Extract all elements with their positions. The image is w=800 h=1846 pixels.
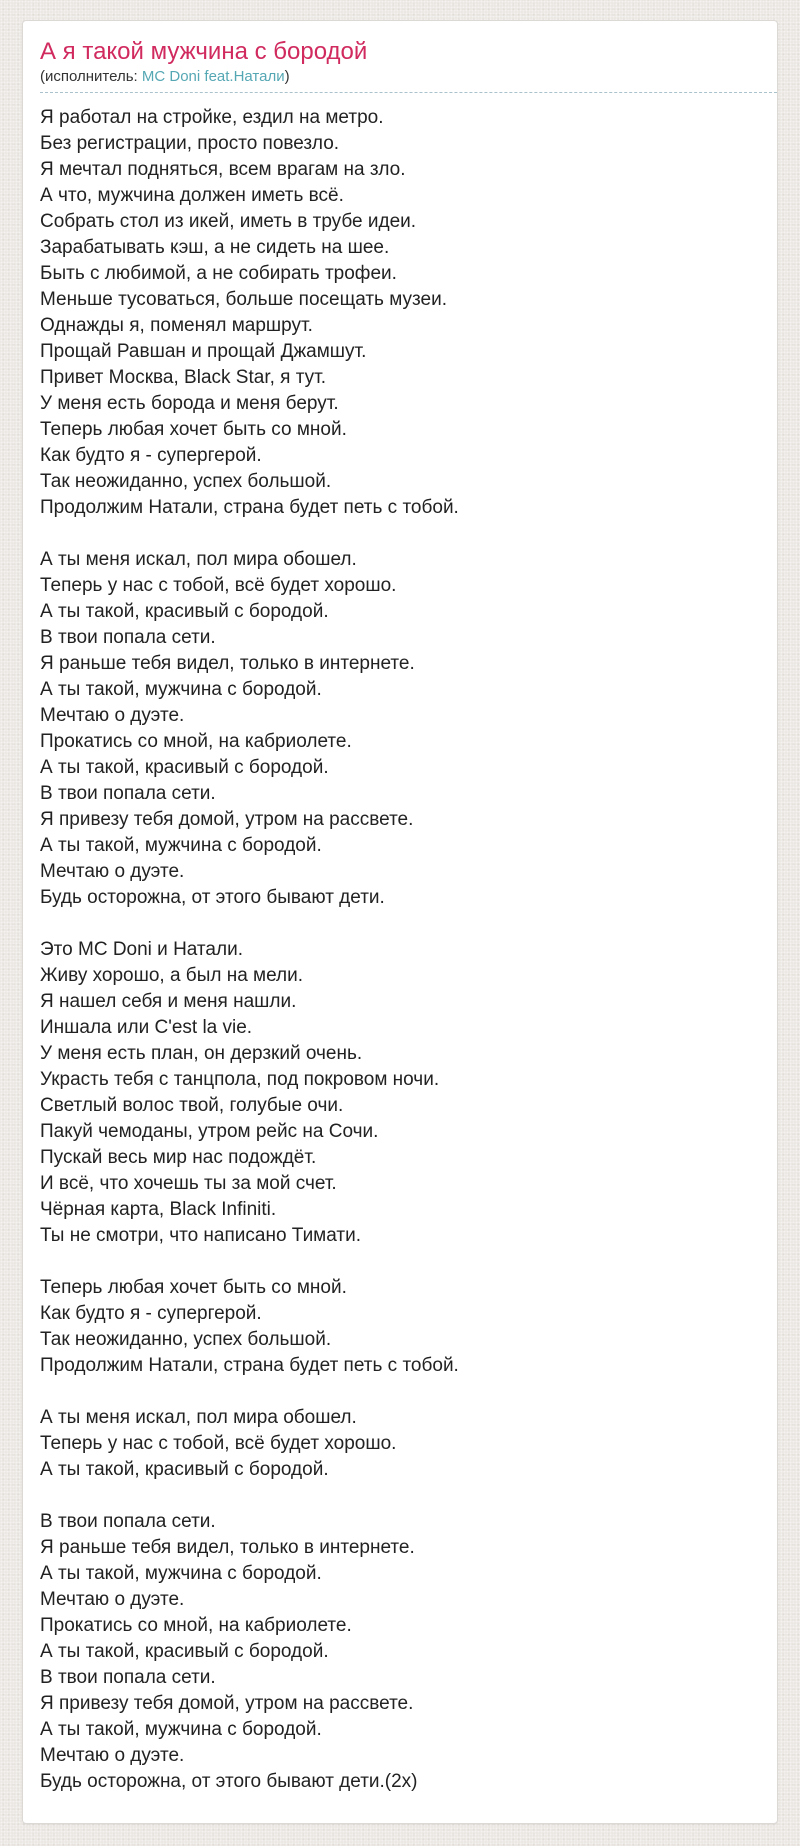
lyric-line: Без регистрации, просто повезло.	[40, 133, 340, 154]
lyric-line: Так неожиданно, успех большой.	[40, 471, 332, 492]
stanza	[40, 1275, 777, 1379]
lyric-line: Прощай Равшан и прощай Джамшут.	[40, 341, 367, 362]
lyric-line: Я мечтал подняться, всем врагам на зло.	[40, 159, 406, 180]
lyric-line: Я привезу тебя домой, утром на рассвете.	[40, 1693, 414, 1714]
lyric-line: Я нашел себя и меня нашли.	[40, 991, 297, 1012]
lyric-line: А ты меня искал, пол мира обошел.	[40, 1407, 357, 1428]
lyric-line: Пакуй чемоданы, утром рейс на Сочи.	[40, 1121, 379, 1142]
lyric-line: А ты такой, мужчина с бородой.	[40, 679, 322, 700]
lyric-line: В твои попала сети.	[40, 783, 216, 804]
lyric-line: В твои попала сети.	[40, 1511, 216, 1532]
lyric-line: Пускай весь мир нас подождёт.	[40, 1147, 317, 1168]
lyric-line: А что, мужчина должен иметь всё.	[40, 185, 344, 206]
lyric-line: А ты меня искал, пол мира обошел.	[40, 549, 357, 570]
lyric-line: А ты такой, мужчина с бородой.	[40, 1563, 322, 1584]
lyric-line: Мечтаю о дуэте.	[40, 705, 185, 726]
lyric-line: Привет Москва, Black Star, я тут.	[40, 367, 327, 388]
lyric-line: А ты такой, красивый с бородой.	[40, 757, 329, 778]
artist-line	[40, 67, 777, 87]
lyric-line: А ты такой, красивый с бородой.	[40, 601, 329, 622]
lyric-line: Теперь у нас с тобой, всё будет хорошо.	[40, 1433, 397, 1454]
lyric-line: А ты такой, мужчина с бородой.	[40, 835, 322, 856]
lyric-line: Теперь у нас с тобой, всё будет хорошо.	[40, 575, 397, 596]
lyric-line: Однажды я, поменял маршрут.	[40, 315, 313, 336]
lyric-line: Чёрная карта, Black Infiniti.	[40, 1199, 277, 1220]
lyric-line: Я раньше тебя видел, только в интернете.	[40, 653, 415, 674]
stanza	[40, 1405, 777, 1483]
lyric-line: И всё, что хочешь ты за мой счет.	[40, 1173, 337, 1194]
lyric-line: А ты такой, мужчина с бородой.	[40, 1719, 322, 1740]
stanza	[40, 105, 777, 521]
lyric-line: Будь осторожна, от этого бывают дети.(2х)	[40, 1771, 418, 1792]
lyric-line: Как будто я - супергерой.	[40, 445, 262, 466]
song-header	[40, 37, 777, 93]
lyric-line: Теперь любая хочет быть со мной.	[40, 419, 347, 440]
song-title: А я такой мужчина с бородой	[40, 38, 368, 65]
lyric-line: Так неожиданно, успех большой.	[40, 1329, 332, 1350]
lyric-line: У меня есть план, он дерзкий очень.	[40, 1043, 363, 1064]
lyric-line: В твои попала сети.	[40, 1667, 216, 1688]
lyric-line: Быть с любимой, а не собирать трофеи.	[40, 263, 397, 284]
lyric-line: Прокатись со мной, на кабриолете.	[40, 1615, 352, 1636]
stanza	[40, 1509, 777, 1795]
lyric-line: А ты такой, красивый с бородой.	[40, 1641, 329, 1662]
lyric-line: Зарабатывать кэш, а не сидеть на шее.	[40, 237, 390, 258]
artist-link[interactable]: MC Doni feat.Натали	[141, 68, 285, 85]
lyric-line: Живу хорошо, а был на мели.	[40, 965, 304, 986]
artist-label-close: )	[284, 68, 290, 85]
lyric-line: Светлый волос твой, голубые очи.	[40, 1095, 344, 1116]
lyric-line: Ты не смотри, что написано Тимати.	[40, 1225, 361, 1246]
lyric-line: Продолжим Натали, страна будет петь с тобой.	[40, 1355, 459, 1376]
stanza	[40, 937, 777, 1249]
lyric-line: Собрать стол из икей, иметь в трубе идеи.	[40, 211, 417, 232]
lyric-line: Украсть тебя с танцпола, под покровом ночи.	[40, 1069, 440, 1090]
lyric-line: В твои попала сети.	[40, 627, 216, 648]
lyric-line: Прокатись со мной, на кабриолете.	[40, 731, 352, 752]
lyric-line: Мечтаю о дуэте.	[40, 1745, 185, 1766]
lyric-line: Я привезу тебя домой, утром на рассвете.	[40, 809, 414, 830]
lyric-line: Меньше тусоваться, больше посещать музеи.	[40, 289, 447, 310]
lyric-line: У меня есть борода и меня берут.	[40, 393, 339, 414]
lyric-line: Продолжим Натали, страна будет петь с тобой.	[40, 497, 459, 518]
lyric-line: Как будто я - супергерой.	[40, 1303, 262, 1324]
lyric-line: Мечтаю о дуэте.	[40, 1589, 185, 1610]
lyric-line: Я работал на стройке, ездил на метро.	[40, 107, 384, 128]
lyrics	[40, 105, 777, 1795]
stanza	[40, 547, 777, 911]
lyric-line: Будь осторожна, от этого бывают дети.	[40, 887, 385, 908]
lyric-line: А ты такой, красивый с бородой.	[40, 1459, 329, 1480]
lyric-line: Теперь любая хочет быть со мной.	[40, 1277, 347, 1298]
artist-label: (исполнитель:	[40, 68, 138, 85]
lyric-line: Мечтаю о дуэте.	[40, 861, 185, 882]
lyric-line: Это MC Doni и Натали.	[40, 939, 243, 960]
lyrics-panel	[22, 20, 778, 1824]
lyric-line: Иншала или C'est la vie.	[40, 1017, 253, 1038]
lyric-line: Я раньше тебя видел, только в интернете.	[40, 1537, 415, 1558]
